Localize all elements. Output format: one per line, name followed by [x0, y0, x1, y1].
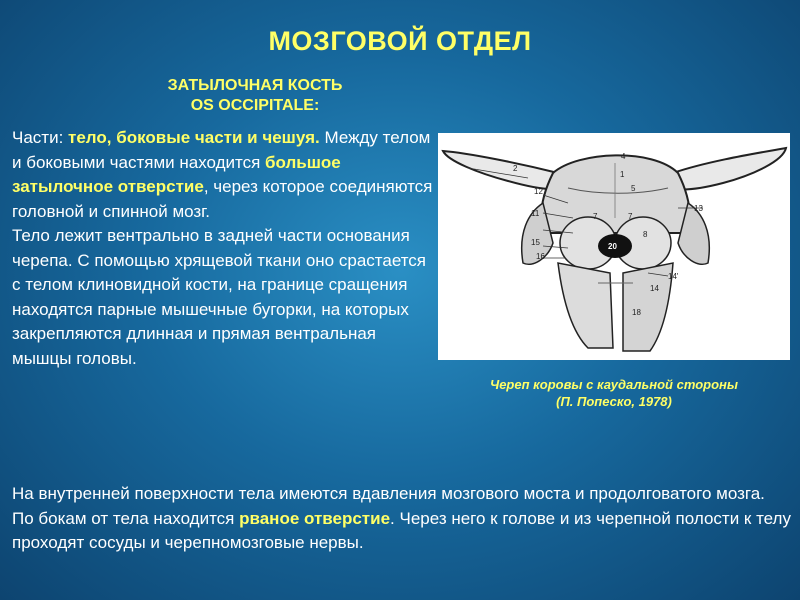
label-7-left: 7 [593, 212, 598, 221]
between-text: Между телом и боковыми частями находится [12, 128, 431, 172]
occipital-squama [541, 155, 690, 233]
label-2: 2 [513, 164, 518, 173]
caption-line-1: Череп коровы с каудальной стороны [490, 377, 738, 392]
bottom-line-2 [12, 507, 792, 556]
label-8: 8 [643, 230, 648, 239]
subtitle-line-2: OS OCCIPITALE: [190, 97, 320, 114]
label-11: 11 [531, 209, 540, 218]
label-5: 5 [631, 184, 636, 193]
label-1: 1 [620, 170, 625, 179]
label-16: 16 [536, 252, 545, 261]
label-20: 20 [608, 242, 617, 251]
label-14-prime: 14' [668, 272, 679, 281]
label-13: 13 [694, 204, 703, 213]
bottom-line-2-rest: . Через него к голове и из черепной полости к телу проходят сосуды и черепномозговые нервы. [12, 508, 791, 552]
lacerated-foramen-term: рваное отверстие [239, 508, 391, 528]
label-4: 4 [621, 152, 626, 161]
label-15: 15 [531, 238, 540, 247]
left-description [12, 126, 437, 371]
skull-illustration [438, 133, 790, 360]
label-7-right: 7 [628, 212, 633, 221]
foramen-name: большое затылочное отверстие [12, 152, 341, 196]
parts-value: тело, боковые части и чешуя. [68, 128, 320, 147]
slide-title: МОЗГОВОЙ ОТДЕЛ [268, 26, 532, 56]
label-12: 12 [534, 187, 543, 196]
figure-caption [438, 376, 790, 410]
body-text: Тело лежит вентрально в задней части основания черепа. С помощью хрящевой ткани оно срастается с телом клиновидной кости, на границе сращения находятся парные мышечные бугорки, на которых закрепляются длинная и прямая вентральная мышцы головы. [12, 226, 427, 368]
parts-label: Части: [12, 128, 69, 147]
label-14: 14 [650, 284, 659, 293]
cow-skull-drawing [438, 133, 790, 360]
subtitle-line-1: ЗАТЫЛОЧНАЯ КОСТЬ [167, 77, 343, 94]
right-horn [670, 148, 786, 189]
left-mandible [558, 263, 613, 348]
caption-line-2: (П. Попеско, 1978) [556, 394, 672, 409]
foramen-rest: , через которое соединяются головной и спинной мозг. [12, 177, 433, 221]
bottom-line-1: На внутренней поверхности тела имеются вдавления мозгового моста и продолговатого мозга. [12, 484, 765, 503]
label-18: 18 [632, 308, 641, 317]
bottom-line-2-start: По бокам от тела находится [12, 508, 240, 528]
slide-subtitle [95, 76, 415, 116]
left-horn [443, 151, 563, 189]
right-mandible [623, 263, 673, 351]
bottom-description [12, 482, 792, 556]
